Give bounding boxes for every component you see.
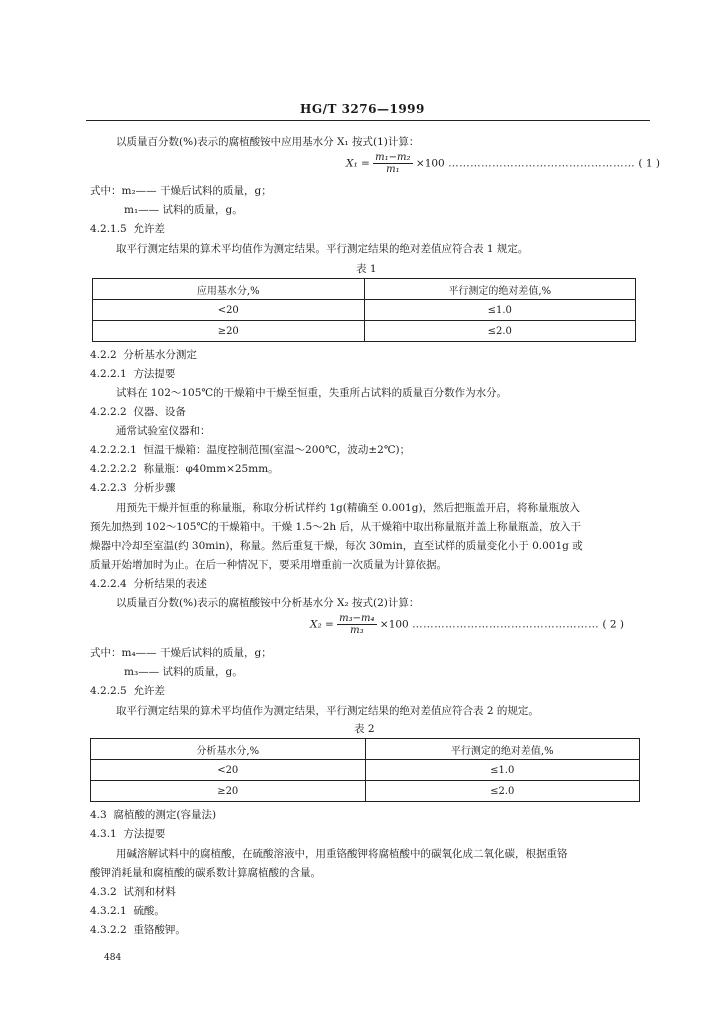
section-4-2-2-2-2 (90, 462, 279, 476)
section-number: 4.3.2.1 (90, 905, 127, 917)
eq1-lhs: X₁ = (346, 157, 370, 170)
table-cell: <20 (91, 760, 366, 781)
standard-code-header: HG/T 3276—1999 (300, 102, 425, 116)
paragraph-humic-line: 酸钾消耗量和腐植酸的碳系数计算腐植酸的含量。 (90, 867, 321, 879)
where-1-line-b: m₁—— 试料的质量，g。 (124, 204, 243, 216)
section-number: 4.3.2 (90, 886, 117, 898)
table-header-cell: 应用基水分,% (93, 279, 365, 300)
paragraph-tolerance-2: 取平行测定结果的算术平均值作为测定结果，平行测定结果的绝对差值应符合表 2 的规定。 (116, 705, 539, 717)
table-2-caption: 表 2 (354, 723, 375, 735)
eq1-tail: ×100 (415, 157, 445, 170)
section-number: 4.2.2.4 (90, 578, 127, 590)
section-title: 允许差 (133, 223, 165, 235)
table-row (93, 321, 636, 342)
section-text: 重铬酸钾。 (133, 924, 186, 936)
section-4-3 (90, 808, 216, 822)
section-4-3-1 (90, 827, 165, 841)
table-cell: <20 (93, 300, 365, 321)
eq1-number: ( 1 ) (638, 157, 660, 170)
section-4-3-2 (90, 885, 176, 899)
eq2-tail: ×100 (379, 618, 409, 631)
page-number: 484 (104, 953, 122, 963)
section-number: 4.2.2.3 (90, 482, 127, 494)
table-cell: ≥20 (91, 781, 366, 802)
eq2-fraction (337, 613, 376, 636)
table-2 (90, 738, 640, 802)
table-row (91, 781, 640, 802)
table-1-caption: 表 1 (356, 263, 377, 275)
paragraph-intro-eq1: 以质量百分数(%)表示的腐植酸铵中应用基水分 X₁ 按式(1)计算： (116, 136, 420, 148)
section-number: 4.2.2.2.2 (90, 463, 137, 475)
section-4-2-2-1 (90, 367, 175, 381)
section-title: 分析基水分测定 (123, 349, 197, 361)
section-number: 4.2.2.1 (90, 368, 127, 380)
paragraph-procedure-line: 预先加热到 102～105℃的干燥箱中。干燥 1.5～2h 后，从干燥箱中取出称量瓶并盖上称量瓶盖，放入干 (90, 521, 581, 533)
table-cell: ≤1.0 (365, 760, 640, 781)
eq1-fraction (373, 152, 412, 175)
table-header-row (91, 739, 640, 760)
eq1-leader-dots: …………………………………………… (448, 157, 636, 170)
table-row (91, 760, 640, 781)
table-cell: ≤1.0 (364, 300, 636, 321)
eq2-denominator: m₃ (350, 625, 364, 636)
section-4-2-2 (90, 348, 197, 362)
equation-2 (310, 613, 624, 636)
section-4-2-2-2 (90, 405, 186, 419)
table-row (93, 300, 636, 321)
section-4-2-2-2-1 (90, 443, 410, 457)
section-title: 仪器、设备 (133, 406, 186, 418)
table-cell: ≤2.0 (365, 781, 640, 802)
where-2-line-b: m₃—— 试料的质量，g。 (124, 666, 243, 678)
paragraph-tolerance-1: 取平行测定结果的算术平均值作为测定结果。平行测定结果的绝对差值应符合表 1 规定。 (116, 243, 529, 255)
section-number: 4.2.2.2 (90, 406, 127, 418)
eq2-numerator: m₃−m₄ (339, 613, 375, 624)
eq2-number: ( 2 ) (602, 618, 624, 631)
paragraph-procedure-line: 燥器中冷却至室温(约 30min)，称量。然后重复干燥，每次 30min，直至试样的质量变化小于 0.001g 或 (90, 540, 583, 552)
section-text: 硫酸。 (133, 905, 165, 917)
section-4-3-2-2 (90, 923, 186, 937)
eq2-lhs: X₂ = (310, 618, 334, 631)
section-4-2-2-5 (90, 684, 165, 698)
section-number: 4.3.2.2 (90, 924, 127, 936)
header-rule (86, 120, 650, 121)
paragraph-intro-eq2: 以质量百分数(%)表示的腐植酸铵中分析基水分 X₂ 按式(2)计算： (116, 597, 420, 609)
paragraph-procedure-line: 质量开始增加时为止。在后一种情况下，要采用增重前一次质量为计算依据。 (90, 559, 447, 571)
where-2-line-a: 式中：m₄—— 干燥后试料的质量，g； (90, 647, 272, 659)
paragraph-instruments: 通常试验室仪器和： (116, 425, 211, 437)
paragraph-humic-line: 用碱溶解试料中的腐植酸，在硫酸溶液中，用重铬酸钾将腐植酸中的碳氧化成二氧化碳，根据重铬 (116, 848, 568, 860)
table-1 (92, 278, 636, 342)
section-4-2-2-3 (90, 481, 175, 495)
table-cell: ≥20 (93, 321, 365, 342)
table-header-row (93, 279, 636, 300)
paragraph-procedure-line: 用预先干燥并恒重的称量瓶，称取分析试样约 1g(精确至 0.001g)，然后把瓶盖开启，将称量瓶放入 (116, 502, 581, 514)
eq2-leader-dots: …………………………………………… (412, 618, 600, 631)
section-number: 4.3.1 (90, 828, 117, 840)
section-number: 4.2.2 (90, 349, 117, 361)
section-title: 腐植酸的测定(容量法) (113, 809, 217, 821)
section-title: 方法提要 (133, 368, 176, 380)
table-cell: ≤2.0 (364, 321, 636, 342)
eq1-denominator: m₁ (386, 164, 400, 175)
section-number: 4.2.2.5 (90, 685, 127, 697)
section-number: 4.3 (90, 809, 107, 821)
section-number: 4.2.1.5 (90, 223, 127, 235)
section-text: 称量瓶：φ40mm×25mm。 (143, 463, 279, 475)
section-4-2-2-4 (90, 577, 207, 591)
equation-1 (346, 152, 660, 175)
table-header-cell: 分析基水分,% (91, 739, 366, 760)
table-header-cell: 平行测定的绝对差值,% (365, 739, 640, 760)
section-title: 允许差 (133, 685, 165, 697)
section-title: 分析结果的表述 (133, 578, 207, 590)
eq1-numerator: m₁−m₂ (375, 152, 411, 163)
section-4-3-2-1 (90, 904, 165, 918)
section-number: 4.2.2.2.1 (90, 444, 137, 456)
section-title: 分析步骤 (133, 482, 176, 494)
section-text: 恒温干燥箱：温度控制范围(室温～200℃，波动±2℃)； (143, 444, 411, 456)
section-title: 试剂和材料 (123, 886, 176, 898)
where-1-line-a: 式中：m₂—— 干燥后试料的质量，g； (90, 185, 272, 197)
section-4-2-1-5 (90, 222, 165, 236)
section-title: 方法提要 (123, 828, 166, 840)
paragraph-method-summary: 试料在 102～105℃的干燥箱中干燥至恒重，失重所占试料的质量百分数作为水分。 (116, 387, 508, 399)
table-header-cell: 平行测定的绝对差值,% (364, 279, 636, 300)
